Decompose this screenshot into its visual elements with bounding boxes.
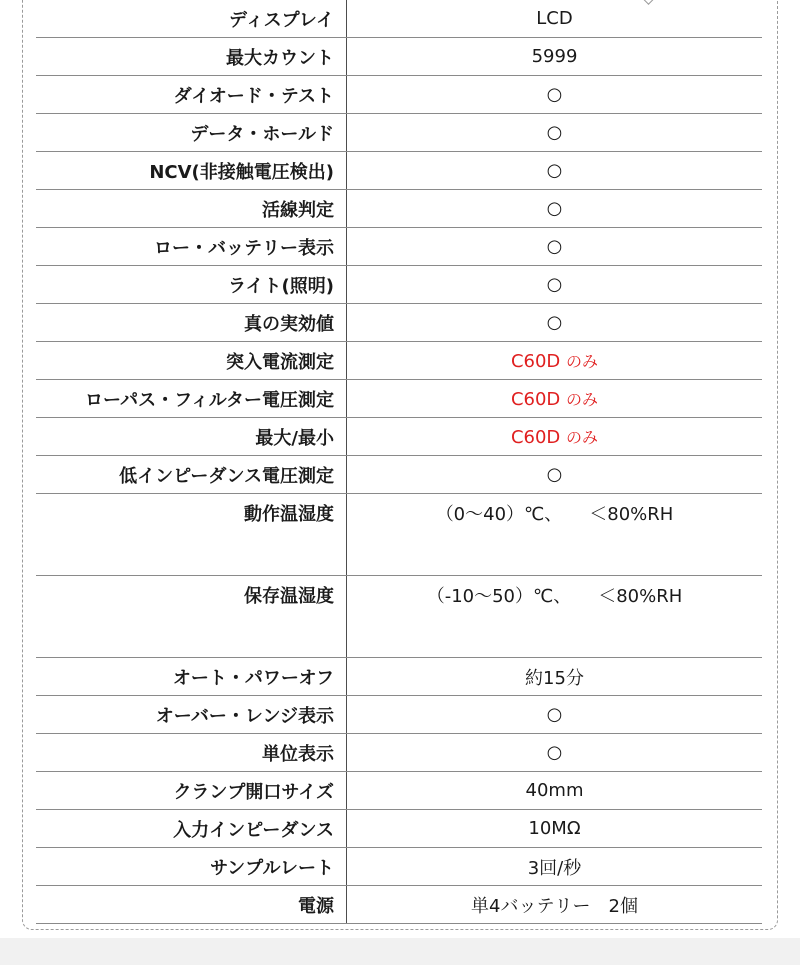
- table-row: [36, 658, 762, 696]
- table-row: [36, 696, 762, 734]
- spec-label: 最大カウント: [36, 38, 347, 76]
- only-note: のみ: [566, 390, 599, 409]
- spec-label: 電源: [36, 886, 347, 924]
- spec-value: ○: [347, 228, 763, 266]
- spec-label: ライト(照明): [36, 266, 347, 304]
- spec-label: データ・ホールド: [36, 114, 347, 152]
- only-note: のみ: [566, 352, 599, 371]
- table-row: [36, 152, 762, 190]
- spec-label: クランプ開口サイズ: [36, 772, 347, 810]
- table-row: [36, 494, 762, 576]
- spec-label: オーバー・レンジ表示: [36, 696, 347, 734]
- spec-value: 40mm: [347, 772, 763, 810]
- spec-label: 保存温湿度: [36, 576, 347, 658]
- spec-value: LCD: [347, 0, 763, 38]
- spec-value: ○: [347, 190, 763, 228]
- table-row: [36, 810, 762, 848]
- spec-label: 低インピーダンス電圧測定: [36, 456, 347, 494]
- table-row: [36, 114, 762, 152]
- model-name: C60D: [510, 427, 561, 448]
- spec-value: ○: [347, 152, 763, 190]
- table-row: [36, 342, 762, 380]
- spec-value: 約15分: [347, 658, 763, 696]
- table-row: [36, 38, 762, 76]
- spec-label: サンプルレート: [36, 848, 347, 886]
- spec-value: ○: [347, 304, 763, 342]
- spec-value: [347, 380, 763, 418]
- spec-value: 10MΩ: [347, 810, 763, 848]
- table-row: [36, 576, 762, 658]
- spec-label: 動作温湿度: [36, 494, 347, 576]
- spec-value: [347, 418, 763, 456]
- table-row: [36, 772, 762, 810]
- model-name: C60D: [510, 389, 561, 410]
- spec-value: 3回/秒: [347, 848, 763, 886]
- spec-label: 活線判定: [36, 190, 347, 228]
- table-row: [36, 886, 762, 924]
- spec-value: ○: [347, 734, 763, 772]
- spec-label: オート・パワーオフ: [36, 658, 347, 696]
- table-row: [36, 304, 762, 342]
- spec-label: ロー・バッテリー表示: [36, 228, 347, 266]
- table-row: [36, 456, 762, 494]
- spec-value: ○: [347, 696, 763, 734]
- page-footer-band: [0, 938, 800, 965]
- spec-label: ダイオード・テスト: [36, 76, 347, 114]
- spec-value: ○: [347, 76, 763, 114]
- spec-label: 真の実効値: [36, 304, 347, 342]
- table-row: [36, 228, 762, 266]
- table-row: [36, 848, 762, 886]
- spec-table: [36, 0, 762, 924]
- table-row: [36, 734, 762, 772]
- spec-value: [347, 342, 763, 380]
- spec-value: ○: [347, 456, 763, 494]
- table-row: [36, 0, 762, 38]
- table-row: [36, 76, 762, 114]
- model-name: C60D: [510, 351, 561, 372]
- spec-label: NCV(非接触電圧検出): [36, 152, 347, 190]
- table-row: [36, 266, 762, 304]
- spec-value: 5999: [347, 38, 763, 76]
- spec-value: ○: [347, 266, 763, 304]
- table-row: [36, 418, 762, 456]
- only-note: のみ: [566, 428, 599, 447]
- spec-label: ローパス・フィルター電圧測定: [36, 380, 347, 418]
- table-row: [36, 190, 762, 228]
- table-row: [36, 380, 762, 418]
- spec-label: 単位表示: [36, 734, 347, 772]
- spec-label: 最大/最小: [36, 418, 347, 456]
- spec-value: 単4バッテリー 2個: [347, 886, 763, 924]
- spec-value: （0～40）℃、 ＜80%RH: [347, 494, 763, 576]
- spec-label: ディスプレイ: [36, 0, 347, 38]
- spec-value: （-10～50）℃、 ＜80%RH: [347, 576, 763, 658]
- spec-label: 入力インピーダンス: [36, 810, 347, 848]
- spec-label: 突入電流測定: [36, 342, 347, 380]
- spec-value: ○: [347, 114, 763, 152]
